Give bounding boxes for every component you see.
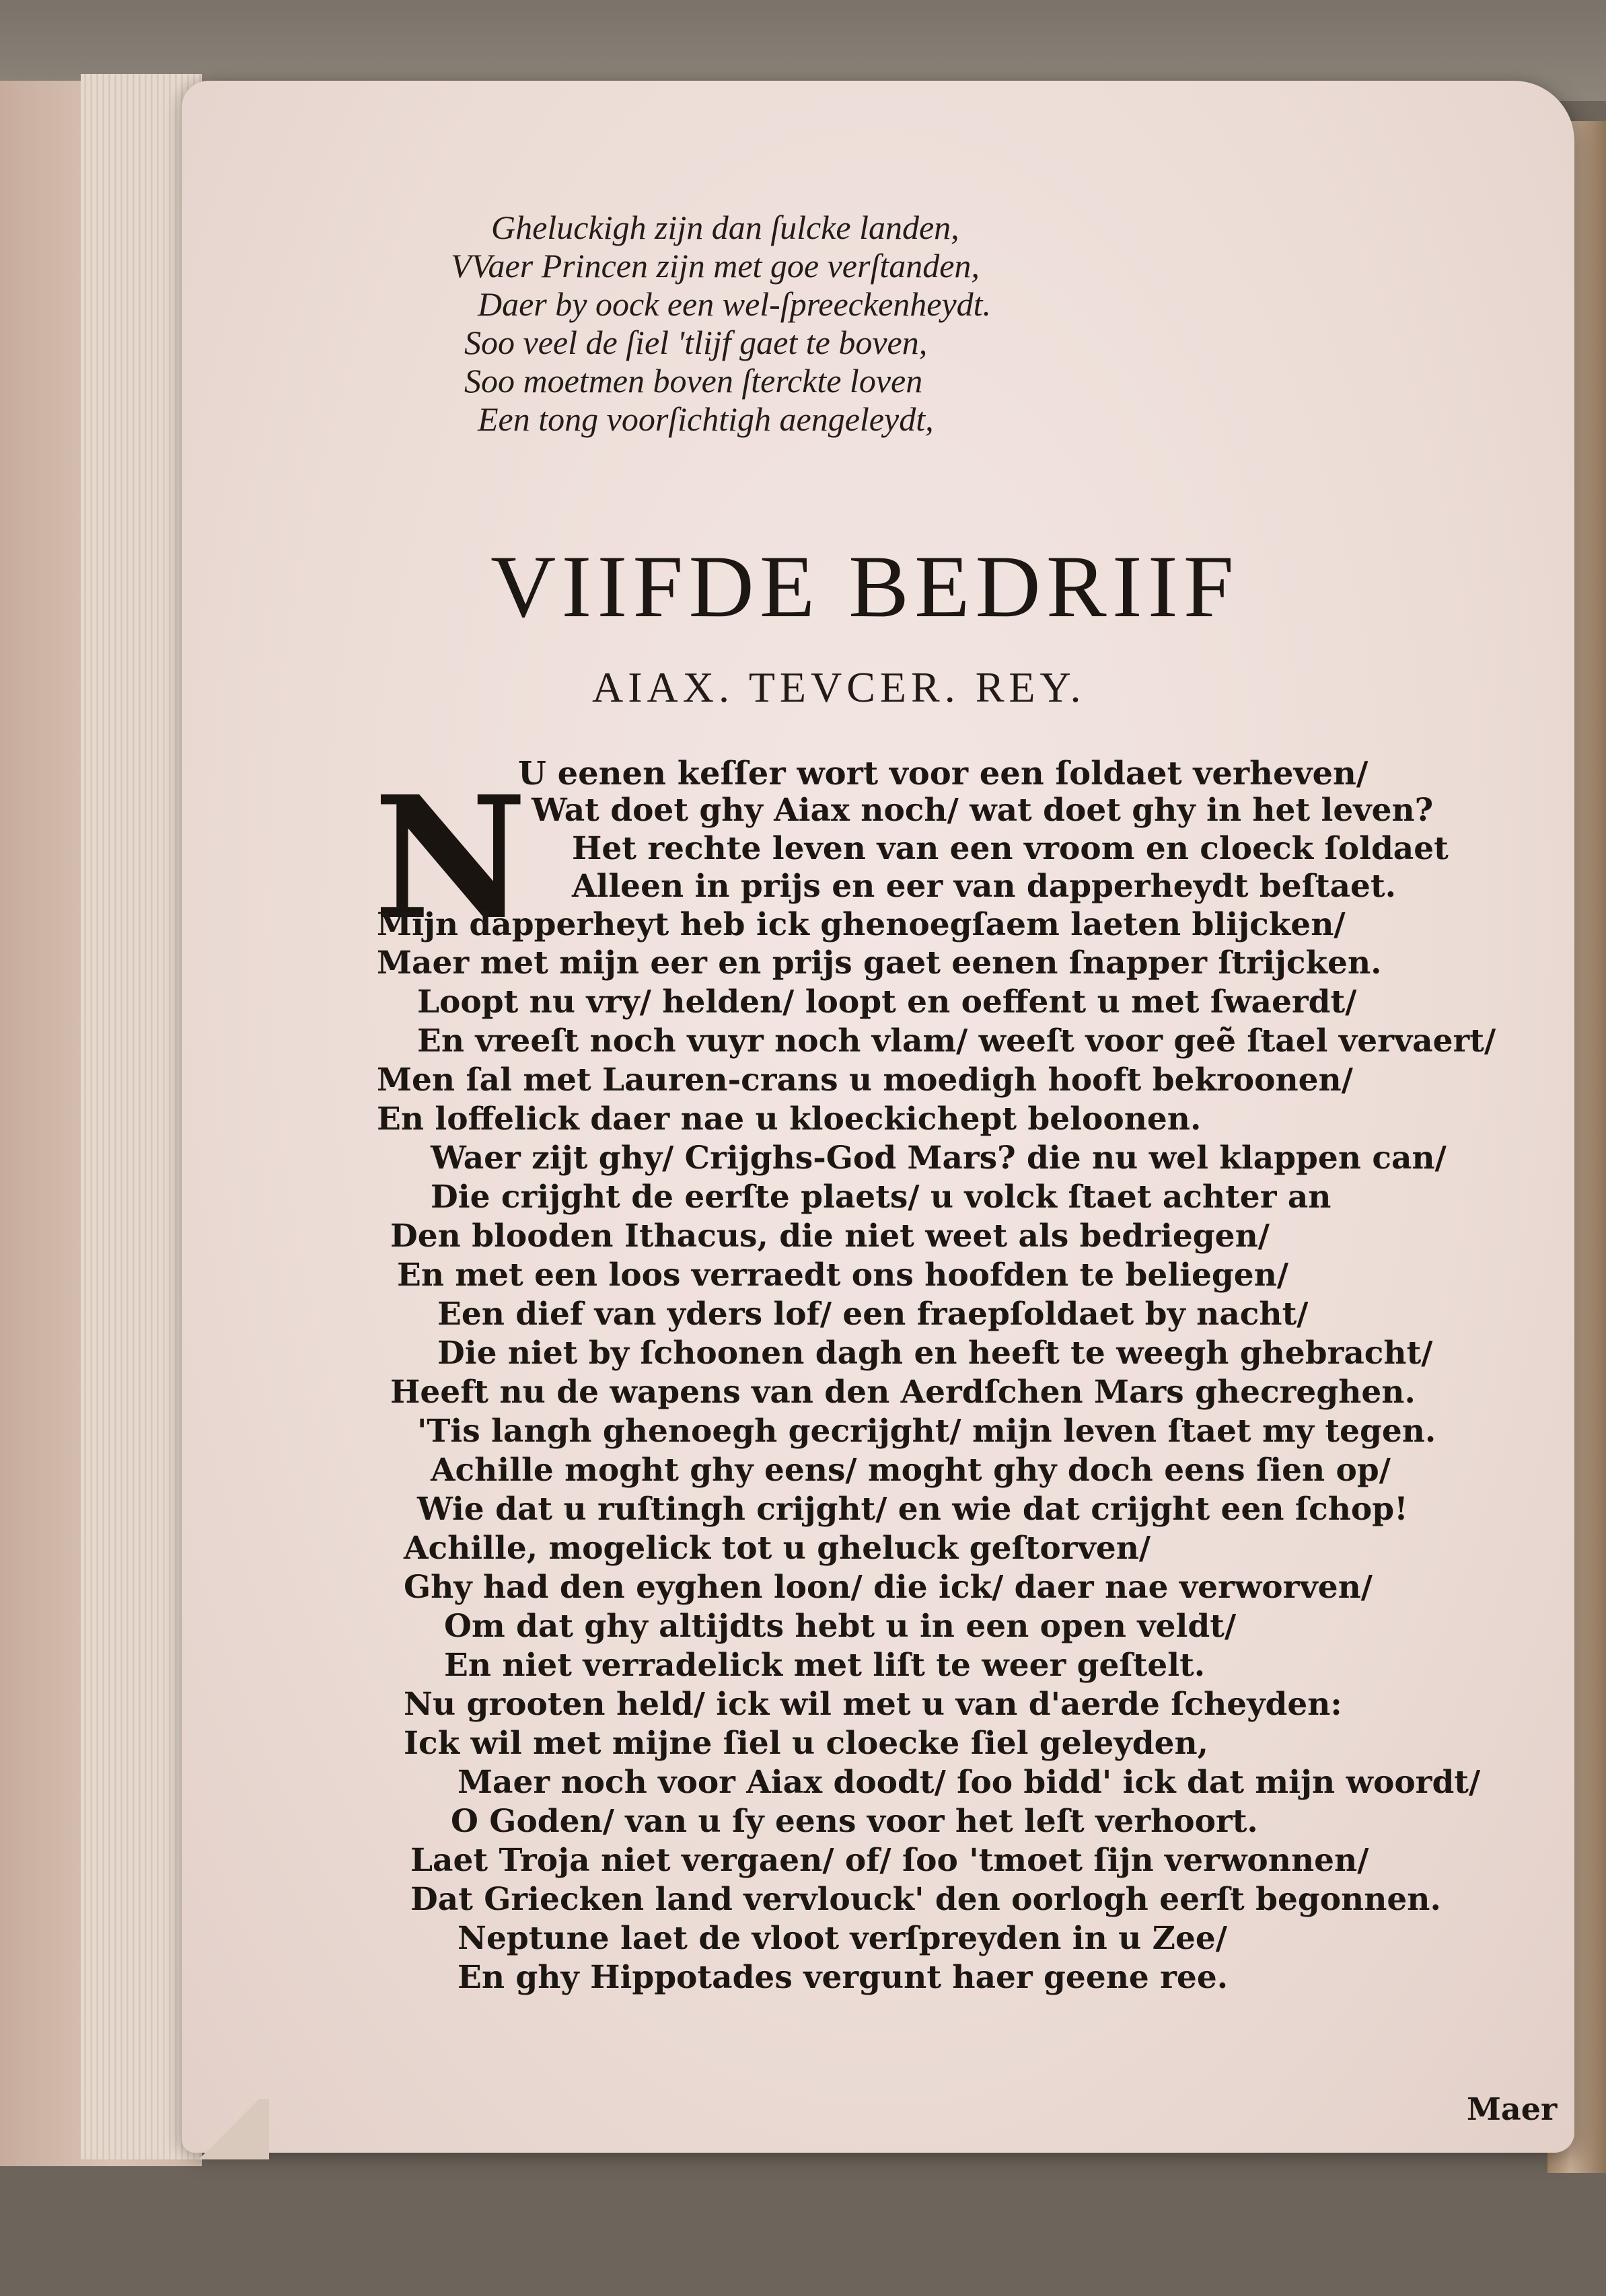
verse-line: Ghy had den eyghen loon/ die ick/ daer nae verworven/	[404, 1569, 1373, 1606]
verse-line: Mijn dapperheyt heb ick ghenoegſaem laeten blijcken/	[377, 906, 1346, 943]
verse-line: Heeft nu de wapens van den Aerdſchen Mars ghecreghen.	[390, 1374, 1416, 1411]
verse-line: Alleen in prijs en eer van dapperheydt beſtaet.	[572, 868, 1397, 905]
verse-line: Dat Griecken land vervlouck' den oorlogh eerſt begonnen.	[410, 1881, 1441, 1918]
verse-line: Om dat ghy altijdts hebt u in een open veldt/	[444, 1608, 1237, 1645]
verse-line: Een dief van yders lof/ een fraepſoldaet by nacht/	[437, 1296, 1309, 1333]
verse-line: O Goden/ van u ſy eens voor het leſt verhoort.	[451, 1803, 1258, 1840]
act-title: VIIFDE BEDRIIF	[490, 537, 1239, 636]
verse-line: Den blooden Ithacus, die niet weet als bedriegen/	[390, 1218, 1270, 1255]
verse-line: Men ſal met Lauren-crans u moedigh hooft bekroonen/	[377, 1062, 1353, 1099]
song-stanza	[451, 209, 992, 439]
song-line: Gheluckigh zijn dan ſulcke landen,	[491, 209, 959, 246]
verse-line: En ghy Hippotades vergunt haer geene ree.	[458, 1959, 1229, 1996]
verse-line: Neptune laet de vloot verſpreyden in u Zee/	[458, 1920, 1227, 1957]
verse-line: Laet Troja niet vergaen/ of/ ſoo 'tmoet ſijn verwonnen/	[410, 1842, 1369, 1879]
verse-line: U eenen keſſer wort voor een ſoldaet verheven/	[518, 755, 1368, 792]
verse-line: Nu grooten held/ ick wil met u van d'aerde ſcheyden:	[404, 1686, 1342, 1723]
verse-line: Die crijght de eerſte plaets/ u volck ſtaet achter an	[431, 1179, 1331, 1216]
verse-line: Waer zijt ghy/ Crijghs-God Mars? die nu wel klappen can/	[431, 1140, 1447, 1177]
verse-line: Wat doet ghy Aiax noch/ wat doet ghy in het leven?	[532, 792, 1434, 829]
verse-line: Achille moght ghy eens/ moght ghy doch eens ſien op/	[431, 1452, 1391, 1489]
song-line: Een tong voorſichtigh aengeleydt,	[478, 400, 934, 438]
verse-line: Loopt nu vry/ helden/ loopt en oeffent u met ſwaerdt/	[417, 984, 1357, 1021]
verse-line: Maer met mijn eer en prijs gaet eenen ſnapper ſtrijcken.	[377, 945, 1382, 982]
verse-line: Ick wil met mijne ſiel u cloecke ſiel geleyden,	[404, 1725, 1209, 1762]
song-line: Soo moetmen boven ſterckte loven	[464, 362, 923, 400]
verse-line: 'Tis langh ghenoegh gecrijght/ mijn leven ſtaet my tegen.	[417, 1413, 1436, 1450]
verse-line: En niet verradelick met liſt te weer geſtelt.	[444, 1647, 1206, 1684]
page-corner-fold	[188, 2099, 269, 2159]
verse-line: Wie dat u ruſtingh crijght/ en wie dat crijght een ſchop!	[417, 1491, 1408, 1528]
verse-line: En loffelick daer nae u kloeckichept beloonen.	[377, 1101, 1202, 1138]
speaker-list: AIAX. TEVCER. REY.	[592, 663, 1086, 711]
song-line: Soo veel de ſiel 'tlijf gaet te boven,	[464, 324, 928, 361]
verse-line: Die niet by ſchoonen dagh en heeft te weegh ghebracht/	[437, 1335, 1433, 1372]
drop-cap: N	[373, 759, 527, 957]
catchword: Maer	[1467, 2091, 1558, 2127]
verse-line: Maer noch voor Aiax doodt/ ſoo bidd' ick dat mijn woordt/	[458, 1764, 1481, 1801]
verse-line: Achille, mogelick tot u gheluck geſtorven/	[404, 1530, 1151, 1567]
verse-line: En met een loos verraedt ons hoofden te beliegen/	[397, 1257, 1288, 1294]
verse-line: Het rechte leven van een vroom en cloeck ſoldaet	[572, 830, 1449, 867]
song-line: Daer by oock een wel-ſpreeckenheydt.	[478, 285, 992, 323]
song-line: VVaer Princen zijn met goe verſtanden,	[451, 247, 980, 285]
verse-line: En vreeſt noch vuyr noch vlam/ weeſt voor geẽ ſtael vervaert/	[417, 1023, 1496, 1060]
